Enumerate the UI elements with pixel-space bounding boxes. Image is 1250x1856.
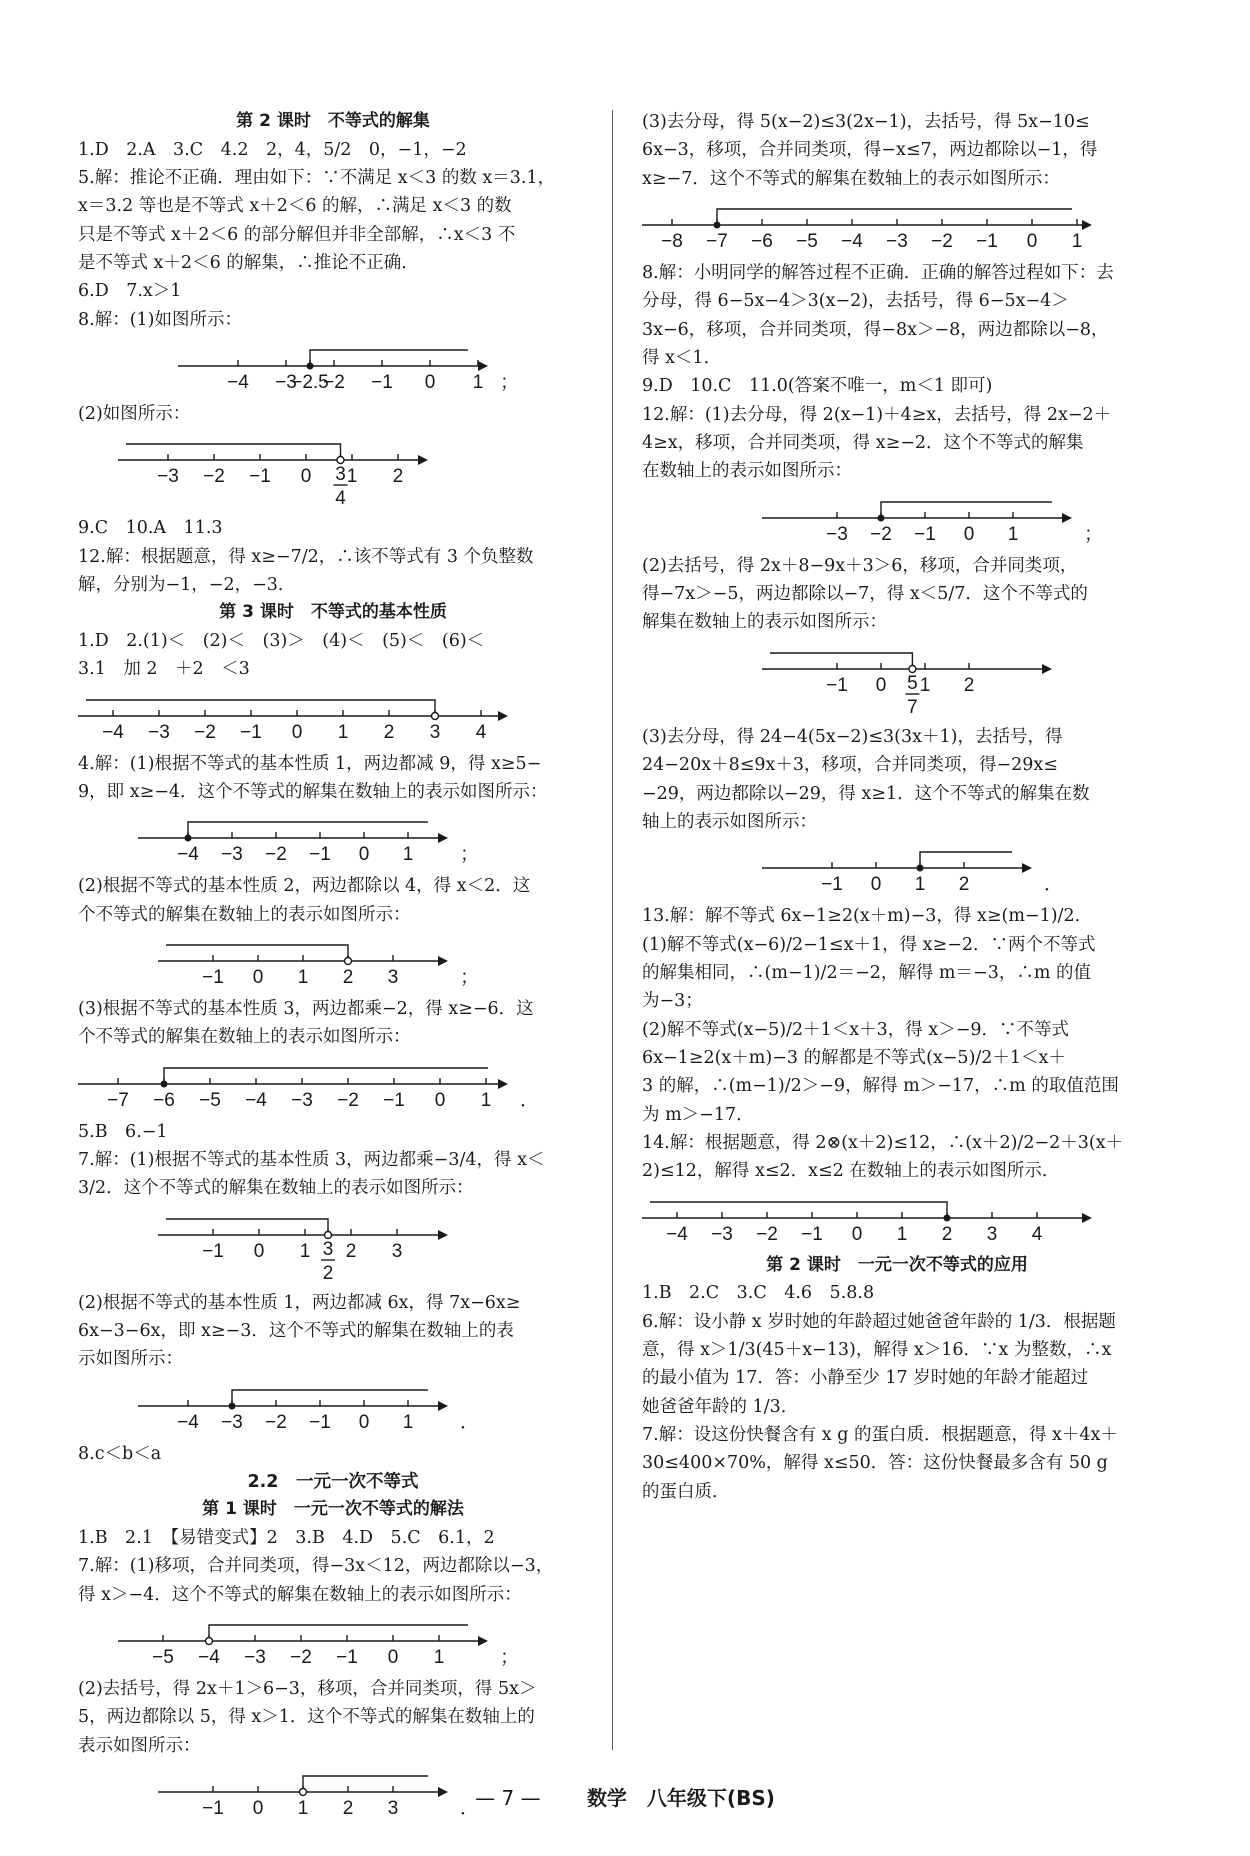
tick-label: 1 [1007,523,1019,545]
tick-label: −3 [157,466,179,488]
text-line: 6x−3，移项，合并同类项，得−x≤7，两边都除以−1，得 [642,140,1098,161]
tick-label: 2 [342,1797,354,1819]
text-line: 意，得 x＞1/3(45＋x−13)，解得 x＞16．∵x 为整数，∴x [642,1339,1112,1360]
tick-label: −2 [756,1223,778,1245]
text-line: 表示如图所示： [78,1735,201,1756]
text-line: (2)根据不等式的基本性质 2，两边都除以 4，得 x＜2．这 [78,876,531,897]
tick-label: −2 [337,1089,359,1111]
tick-label: −1 [249,466,271,488]
tick-label: 1 [914,874,926,896]
tick-label-numerator: 3 [322,1238,334,1260]
text-line: 个不等式的解集在数轴上的表示如图所示： [78,1027,411,1048]
tick-label: −1 [371,371,393,393]
closed-endpoint [878,514,885,521]
tick-label: −1 [240,721,262,743]
text-line: 6.D 7.x＞1 [78,281,182,302]
tick-label: 0 [358,844,370,866]
text-line: (2)解不等式(x−5)/2＋1＜x＋3，得 x＞−9．∵不等式 [642,1019,1070,1040]
axis-arrow [478,1636,488,1646]
tick-label: 2 [345,1240,357,1262]
text-line: 得−7x＞−5，两边都除以−7，得 x＜5/7．这个不等式的 [642,584,1088,605]
tick-label: −3 [275,371,297,393]
solution-ray [166,1219,328,1235]
solution-ray [232,1390,428,1406]
tick-label: 3 [391,1240,403,1262]
tick-label: 2 [958,874,970,896]
tick-label: 4 [475,721,487,743]
tick-label: 4 [1031,1223,1043,1245]
text-line: 6.解：设小静 x 岁时她的年龄超过她爸爸年龄的 1/3．根据题 [642,1311,1116,1332]
closed-endpoint [917,865,924,872]
tick-label: 1 [472,371,484,393]
tick-label: 0 [252,966,264,988]
text-line: 30≤400×70%，解得 x≤50．答：这份快餐最多含有 50 g [642,1453,1108,1474]
tick-label: 0 [291,721,303,743]
tick-label: 0 [875,674,887,696]
tick-label: 2 [963,674,975,696]
tick-label: 2 [941,1223,953,1245]
text-line: 12.解：根据题意，得 x≥−7/2，∴该不等式有 3 个负整数 [78,546,534,567]
tick-label: 1 [896,1223,908,1245]
punctuation: ． [1044,874,1064,896]
section-heading: 第 1 课时 一元一次不等式的解法 [202,1499,464,1520]
punctuation: ； [1084,523,1104,545]
tick-label: −2 [323,371,345,393]
tick-label: −6 [153,1089,175,1111]
axis-arrow [1082,1213,1092,1223]
tick-label: 3 [387,1797,399,1819]
number-line [138,808,478,866]
tick-label: 0 [252,1797,264,1819]
text-line: 为 m＞−17． [642,1104,754,1125]
text-line: (3)根据不等式的基本性质 3，两边都乘−2，得 x≥−6．这 [78,998,534,1019]
text-line: −29，两边都除以−29，得 x≥1．这个不等式的解集在数 [642,783,1090,804]
number-line [762,838,1062,896]
number-line [118,1611,518,1669]
text-line: (1)解不等式(x−6)/2−1≤x＋1，得 x≥−2．∵两个不等式 [642,934,1096,955]
closed-endpoint [714,222,721,229]
tick-label: 0 [253,1240,265,1262]
text-line: 4.解：(1)根据不等式的基本性质 1，两边都减 9，得 x≥5− [78,753,542,774]
text-line: x＝3.2 等也是不等式 x＋2＜6 的解，∴满足 x＜3 的数 [78,196,512,217]
solution-ray [166,945,348,961]
tick-label: −1 [826,674,848,696]
right-column [642,108,1152,1506]
text-line: 的最小值为 17．答：小静至少 17 岁时她的年龄才能超过 [642,1368,1089,1389]
tick-label: −1 [202,1797,224,1819]
number-line [178,336,518,394]
tick-label: 3 [387,966,399,988]
axis-arrow [438,956,448,966]
tick-label: −1 [202,966,224,988]
tick-label: −1 [383,1089,405,1111]
text-line: 9.D 10.C 11.0(答案不唯一，m＜1 即可) [642,376,993,397]
text-line: 8.解：(1)如图所示： [78,309,242,330]
tick-label-numerator: 5 [907,672,918,694]
text-line: 8.解：小明同学的解答过程不正确．正确的解答过程如下：去 [642,263,1114,284]
tick-label: −1 [976,231,998,253]
tick-label: −1 [914,523,936,545]
punctuation: ； [500,1646,520,1668]
text-line: 9，即 x≥−4．这个不等式的解集在数轴上的表示如图所示： [78,781,548,802]
text-line: (2)去括号，得 2x＋1＞6−3，移项，合并同类项，得 5x＞ [78,1678,537,1699]
tick-label: −2 [203,466,225,488]
text-line: (2)根据不等式的基本性质 1，两边都减 6x，得 7x−6x≥ [78,1292,521,1313]
punctuation: ． [460,1411,480,1433]
tick-label: −3 [244,1646,266,1668]
tick-label: 2 [392,466,404,488]
tick-label: 2 [383,721,395,743]
tick-label-denominator: 4 [335,488,346,510]
tick-label: −3 [221,844,243,866]
tick-label: −1 [309,1411,331,1433]
tick-label: −7 [107,1089,129,1111]
section-heading: 第 3 课时 不等式的基本性质 [219,602,447,623]
text-line: 1.D 2.(1)＜ (2)＜ (3)＞ (4)＜ (5)＜ (6)＜ [78,630,485,651]
text-line: 为−3； [642,991,703,1012]
tick-label: −4 [245,1089,267,1111]
tick-label: 0 [963,523,975,545]
tick-label: −1 [801,1223,823,1245]
tick-label: 0 [358,1411,370,1433]
number-line [642,1188,1122,1246]
text-line: 分母，得 6−5x−4＞3(x−2)，去括号，得 6−5x−4＞ [642,291,1069,312]
tick-label-denominator: 7 [907,696,918,718]
text-line: (3)去分母，得 5(x−2)≤3(2x−1)，去括号，得 5x−10≤ [642,112,1090,132]
solution-ray [209,1625,468,1641]
text-line: 14.解：根据题意，得 2⊗(x＋2)≤12，∴(x＋2)/2−2＋3(x＋ [642,1132,1124,1153]
page-number: — 7 — [475,1786,541,1810]
tick-label: 0 [387,1646,399,1668]
text-line: 在数轴上的表示如图所示： [642,461,852,482]
closed-endpoint [185,835,192,842]
tick-label: 0 [300,466,312,488]
axis-arrow [498,1079,508,1089]
tick-label: −6 [751,231,773,253]
text-line: 轴上的表示如图所示： [642,811,817,832]
tick-label: −2 [290,1646,312,1668]
tick-label: −7 [706,231,728,253]
tick-label: −1 [821,874,843,896]
tick-label: 3 [429,721,441,743]
tick-label: −5 [796,231,818,253]
axis-arrow [418,455,428,465]
text-line: 8.c＜b＜a [78,1443,162,1464]
text-line: 是不等式 x＋2＜6 的解集，∴推论不正确． [78,252,419,273]
tick-label: −4 [102,721,124,743]
tick-label: −2 [194,721,216,743]
punctuation: ； [460,844,480,866]
tick-label: −2 [931,231,953,253]
tick-label: 1 [346,466,358,488]
tick-label: −5 [152,1646,174,1668]
tick-label: −4 [841,231,863,253]
axis-arrow [1042,664,1052,674]
section-heading: 2.2 一元一次不等式 [247,1472,419,1492]
text-line: 5.解：推论不正确．理由如下：∵不满足 x＜3 的数 x＝3.1， [78,167,556,188]
text-line: 4≥x，移项，合并同类项，得 x≥−2．这个不等式的解集 [642,433,1084,454]
tick-label: −2.5 [291,371,329,393]
number-line [78,686,538,744]
tick-label: −1 [309,844,331,866]
tick-label: 0 [1026,231,1038,253]
tick-label: 0 [870,874,882,896]
number-line [118,430,458,508]
text-line: 解，分别为−1，−2，−3． [78,574,296,595]
tick-label: 1 [297,1797,309,1819]
tick-label: −1 [202,1240,224,1262]
tick-label: −8 [661,231,683,253]
tick-label: −4 [227,371,249,393]
axis-arrow [1082,220,1092,230]
tick-label: −4 [177,844,199,866]
text-line: 7.解：(1)根据不等式的基本性质 3，两边都乘−3/4，得 x＜ [78,1149,545,1170]
text-line: 她爸爸年龄的 1/3． [642,1396,799,1417]
text-line: 13.解：解不等式 6x−1≥2(x＋m)−3，得 x≥(m−1)/2． [642,906,1093,927]
text-line: (3)去分母，得 24−4(5x−2)≤3(3x＋1)，去括号，得 [642,726,1063,747]
text-line: 9.C 10.A 11.3 [78,518,223,539]
text-line: 解集在数轴上的表示如图所示： [642,612,887,633]
text-line: 1.B 2.C 3.C 4.6 5.8.8 [642,1283,875,1304]
tick-label: 0 [851,1223,863,1245]
closed-endpoint [161,1080,168,1087]
tick-label: −1 [336,1646,358,1668]
tick-label: 0 [434,1089,446,1111]
solution-ray [188,822,428,838]
text-line: 24−20x＋8≤9x＋3，移项，合并同类项，得−29x≤ [642,755,1058,776]
closed-endpoint [307,362,314,369]
tick-label: −3 [711,1223,733,1245]
text-line: 3.1 加 2 ＋2 ＜3 [78,659,250,680]
number-line [158,931,478,989]
tick-label: −4 [666,1223,688,1245]
tick-label: −3 [291,1089,313,1111]
section-heading: 第 2 课时 一元一次不等式的应用 [766,1254,1028,1275]
open-endpoint [345,957,352,964]
tick-label: 1 [297,966,309,988]
text-line: 得 x＞−4．这个不等式的解集在数轴上的表示如图所示： [78,1584,522,1605]
tick-label-numerator: 3 [335,464,346,486]
solution-ray [770,653,912,669]
tick-label: 1 [402,844,414,866]
tick-label: −3 [886,231,908,253]
punctuation: ； [460,966,480,988]
text-line: 3x−6，移项，合并同类项，得−8x＞−8，两边都除以−8， [642,319,1109,340]
left-column [78,108,588,1826]
text-line: 只是不等式 x＋2＜6 的部分解但并非全部解，∴x＜3 不 [78,224,516,245]
axis-arrow [498,711,508,721]
tick-label: −2 [870,523,892,545]
text-line: 的蛋白质． [642,1481,730,1502]
text-line: 得 x＜1． [642,348,722,369]
open-endpoint [206,1637,213,1644]
axis-arrow [438,1230,448,1240]
text-line: 7.解：(1)移项，合并同类项，得−3x＜12，两边都除以−3， [78,1556,554,1577]
open-endpoint [909,665,916,672]
book-title: 数学 八年级下(BS) [586,1786,775,1810]
open-endpoint [337,457,344,464]
tick-label: 1 [337,721,349,743]
tick-label: −3 [826,523,848,545]
open-endpoint [432,712,439,719]
text-line: x≥−7．这个不等式的解集在数轴上的表示如图所示： [642,168,1060,189]
tick-label: −2 [265,844,287,866]
tick-label: −3 [221,1411,243,1433]
axis-arrow [1022,863,1032,873]
tick-label: 0 [424,371,436,393]
solution-ray [920,852,1012,868]
solution-ray [717,209,1072,225]
axis-arrow [1062,513,1072,523]
number-line [158,1205,478,1283]
number-line [762,639,1082,717]
tick-label: −2 [265,1411,287,1433]
tick-label: 1 [402,1411,414,1433]
text-line: 6x−1≥2(x＋m)−3 的解都是不等式(x−5)/2＋1＜x＋ [642,1047,1066,1068]
tick-label: −5 [199,1089,221,1111]
text-line: (2)去括号，得 2x＋8−9x＋3＞6，移项，合并同类项， [642,555,1078,576]
column-divider [612,110,613,1750]
punctuation: ． [520,1089,540,1111]
text-line: 5.B 6.−1 [78,1121,168,1142]
text-line: (2)如图所示： [78,403,191,424]
axis-arrow [438,833,448,843]
tick-label: 1 [299,1240,311,1262]
text-line: 3 的解，∴(m−1)/2＞−9，解得 m＞−17，∴m 的取值范围 [642,1076,1119,1097]
tick-label-denominator: 2 [322,1262,334,1284]
section-heading: 第 2 课时 不等式的解集 [236,111,430,131]
text-line: 1.D 2.A 3.C 4.2 2，4，5/2 0，−1，−2 [78,139,467,160]
text-line: 1.B 2.1 【易错变式】2 3.B 4.D 5.C 6.1，2 [78,1527,495,1548]
tick-label: 3 [986,1223,998,1245]
tick-label: 1 [919,674,931,696]
tick-label: 1 [480,1089,492,1111]
open-endpoint [325,1231,332,1238]
text-line: 12.解：(1)去分母，得 2(x−1)＋4≥x，去括号，得 2x−2＋ [642,404,1112,425]
tick-label: −4 [198,1646,220,1668]
punctuation: ． [460,1797,480,1819]
text-line: 个不等式的解集在数轴上的表示如图所示： [78,904,411,925]
number-line [78,1054,538,1112]
solution-ray [126,444,341,460]
text-line: 7.解：设这份快餐含有 x g 的蛋白质．根据题意，得 x＋4x＋ [642,1424,1118,1445]
axis-arrow [478,361,488,371]
tick-label: 1 [1071,231,1083,253]
tick-label: −3 [148,721,170,743]
text-line: 的解集相同，∴(m−1)/2＝−2，解得 m＝−3，∴m 的值 [642,962,1091,983]
tick-label: 2 [342,966,354,988]
tick-label: −4 [177,1411,199,1433]
text-line: 2)≤12，解得 x≤2．x≤2 在数轴上的表示如图所示． [642,1161,1060,1182]
axis-arrow [438,1401,448,1411]
tick-label: 1 [433,1646,445,1668]
text-line: 示如图所示： [78,1349,183,1370]
number-line [762,488,1102,546]
solution-ray [86,700,435,716]
text-line: 5，两边都除以 5，得 x＞1．这个不等式的解集在数轴上的 [78,1707,535,1728]
page-footer [0,1782,1250,1811]
closed-endpoint [944,1214,951,1221]
solution-ray [881,502,1052,518]
text-line: 3/2．这个不等式的解集在数轴上的表示如图所示： [78,1178,474,1199]
closed-endpoint [229,1402,236,1409]
punctuation: ； [500,371,520,393]
number-line [138,1376,478,1434]
number-line [642,195,1122,253]
text-line: 6x−3−6x，即 x≥−3．这个不等式的解集在数轴上的表 [78,1320,514,1341]
